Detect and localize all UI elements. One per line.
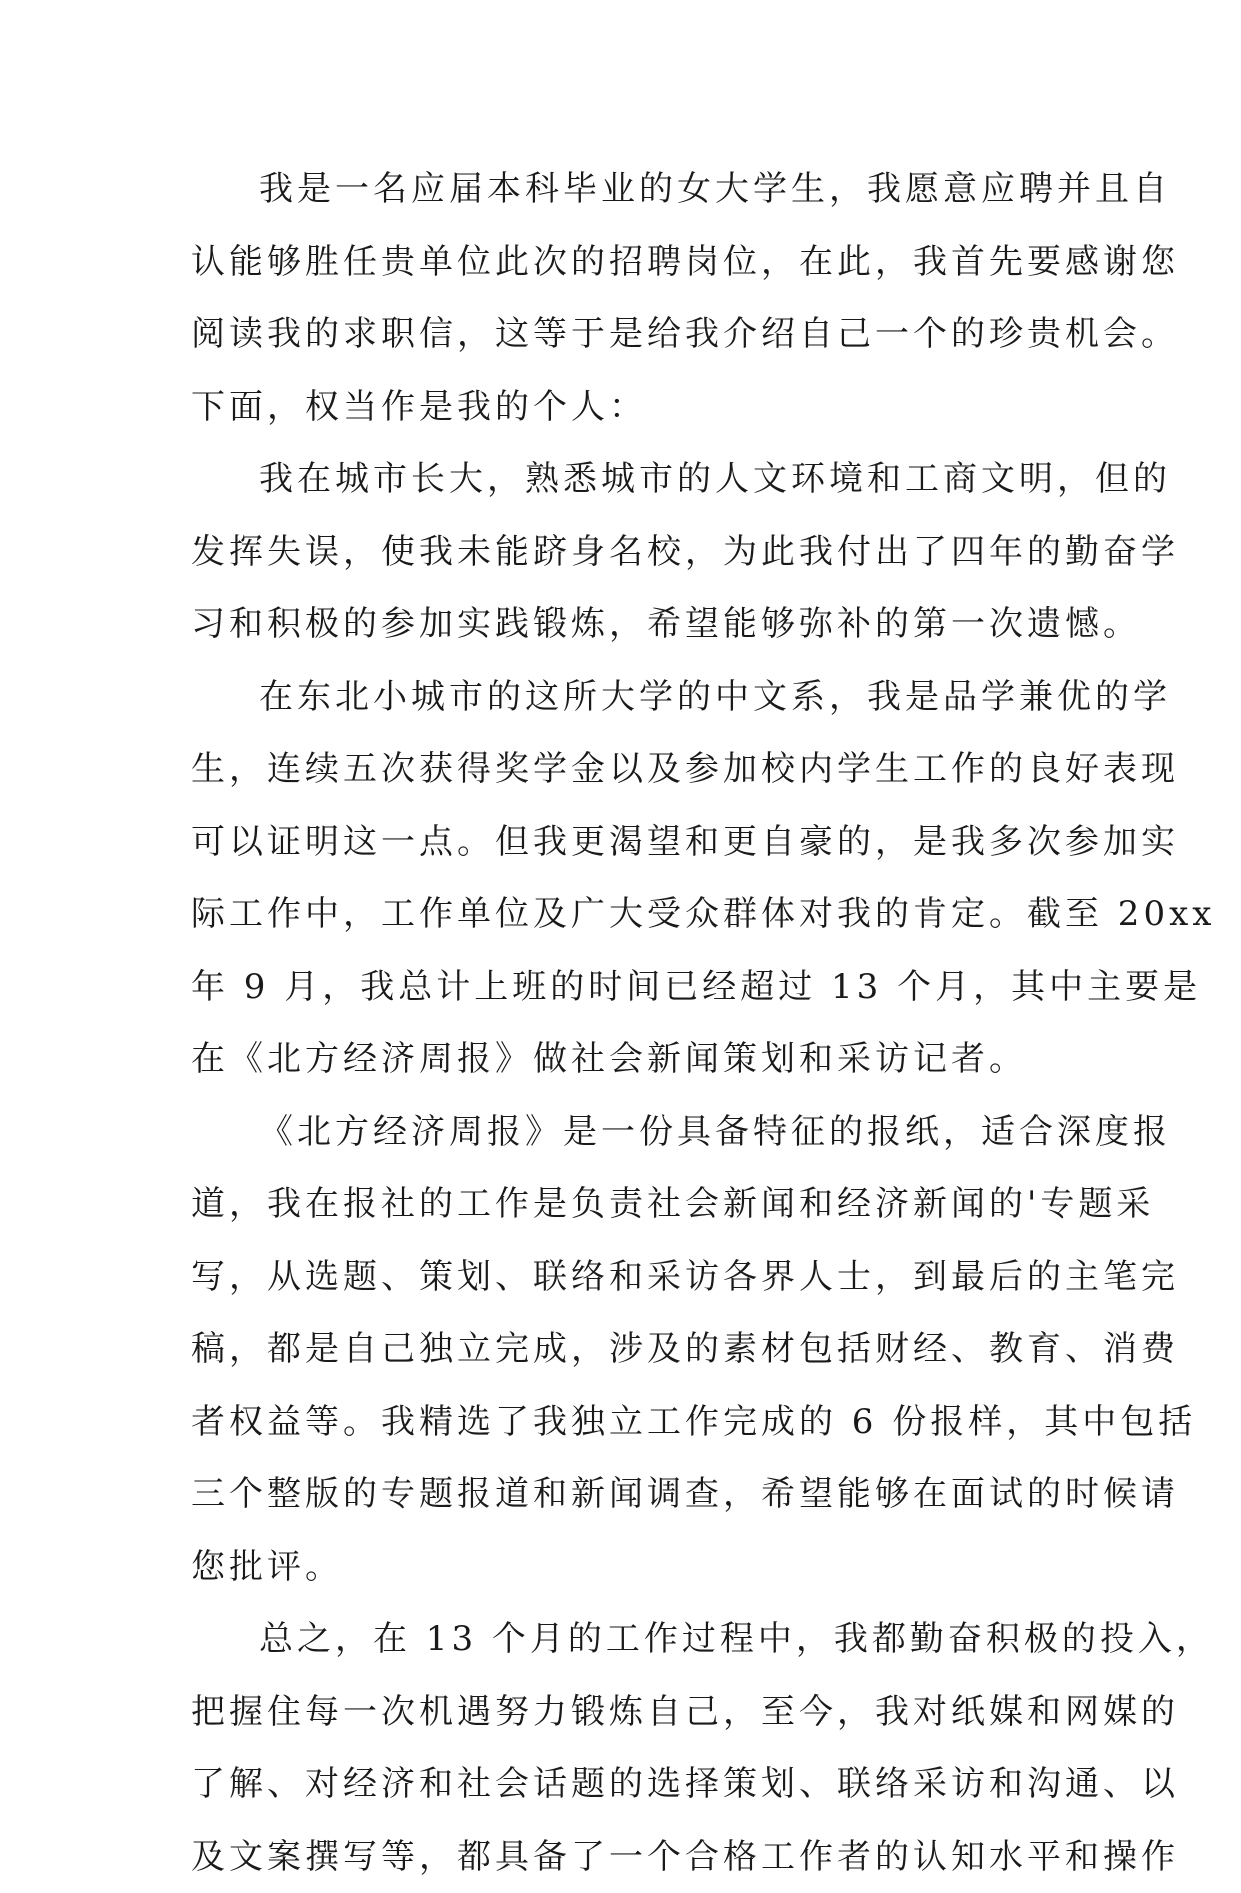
text-line: 道，我在报社的工作是负责社会新闻和经济新闻的'专题采 [191,1168,1071,1241]
text-line: 认能够胜任贵单位此次的招聘岗位，在此，我首先要感谢您 [191,226,1071,299]
text-line: 总之，在 13 个月的工作过程中，我都勤奋积极的投入， [191,1603,1071,1676]
text-line: 《北方经济周报》是一份具备特征的报纸，适合深度报 [191,1096,1071,1169]
text-line: 际工作中，工作单位及广大受众群体对我的肯定。截至 20xx [191,878,1071,951]
text-line: 我是一名应届本科毕业的女大学生，我愿意应聘并且自 [191,153,1071,226]
text-line: 生，连续五次获得奖学金以及参加校内学生工作的良好表现 [191,733,1071,806]
text-line: 阅读我的求职信，这等于是给我介绍自己一个的珍贵机会。 [191,298,1071,371]
text-line: 三个整版的专题报道和新闻调查，希望能够在面试的时候请 [191,1458,1071,1531]
text-line: 在东北小城市的这所大学的中文系，我是品学兼优的学 [191,661,1071,734]
text-line: 写，从选题、策划、联络和采访各界人士，到最后的主笔完 [191,1241,1071,1314]
text-line: 您批评。 [191,1531,1071,1604]
text-line: 者权益等。我精选了我独立工作完成的 6 份报样，其中包括 [191,1386,1071,1459]
text-line: 把握住每一次机遇努力锻炼自己，至今，我对纸媒和网媒的 [191,1676,1071,1749]
text-line: 可以证明这一点。但我更渴望和更自豪的，是我多次参加实 [191,806,1071,879]
text-line: 下面，权当作是我的个人： [191,371,1071,444]
text-line: 在《北方经济周报》做社会新闻策划和采访记者。 [191,1023,1071,1096]
text-line: 了解、对经济和社会话题的选择策划、联络采访和沟通、以 [191,1748,1071,1821]
text-line: 我在城市长大，熟悉城市的人文环境和工商文明，但的 [191,443,1071,516]
text-line: 发挥失误，使我未能跻身名校，为此我付出了四年的勤奋学 [191,516,1071,589]
text-line: 习和积极的参加实践锻炼，希望能够弥补的第一次遗憾。 [191,588,1071,661]
text-line: 稿，都是自己独立完成，涉及的素材包括财经、教育、消费 [191,1313,1071,1386]
text-line: 及文案撰写等，都具备了一个合格工作者的认知水平和操作 [191,1821,1071,1893]
document-body [191,153,1071,1893]
text-line: 年 9 月，我总计上班的时间已经超过 13 个月，其中主要是 [191,951,1071,1024]
